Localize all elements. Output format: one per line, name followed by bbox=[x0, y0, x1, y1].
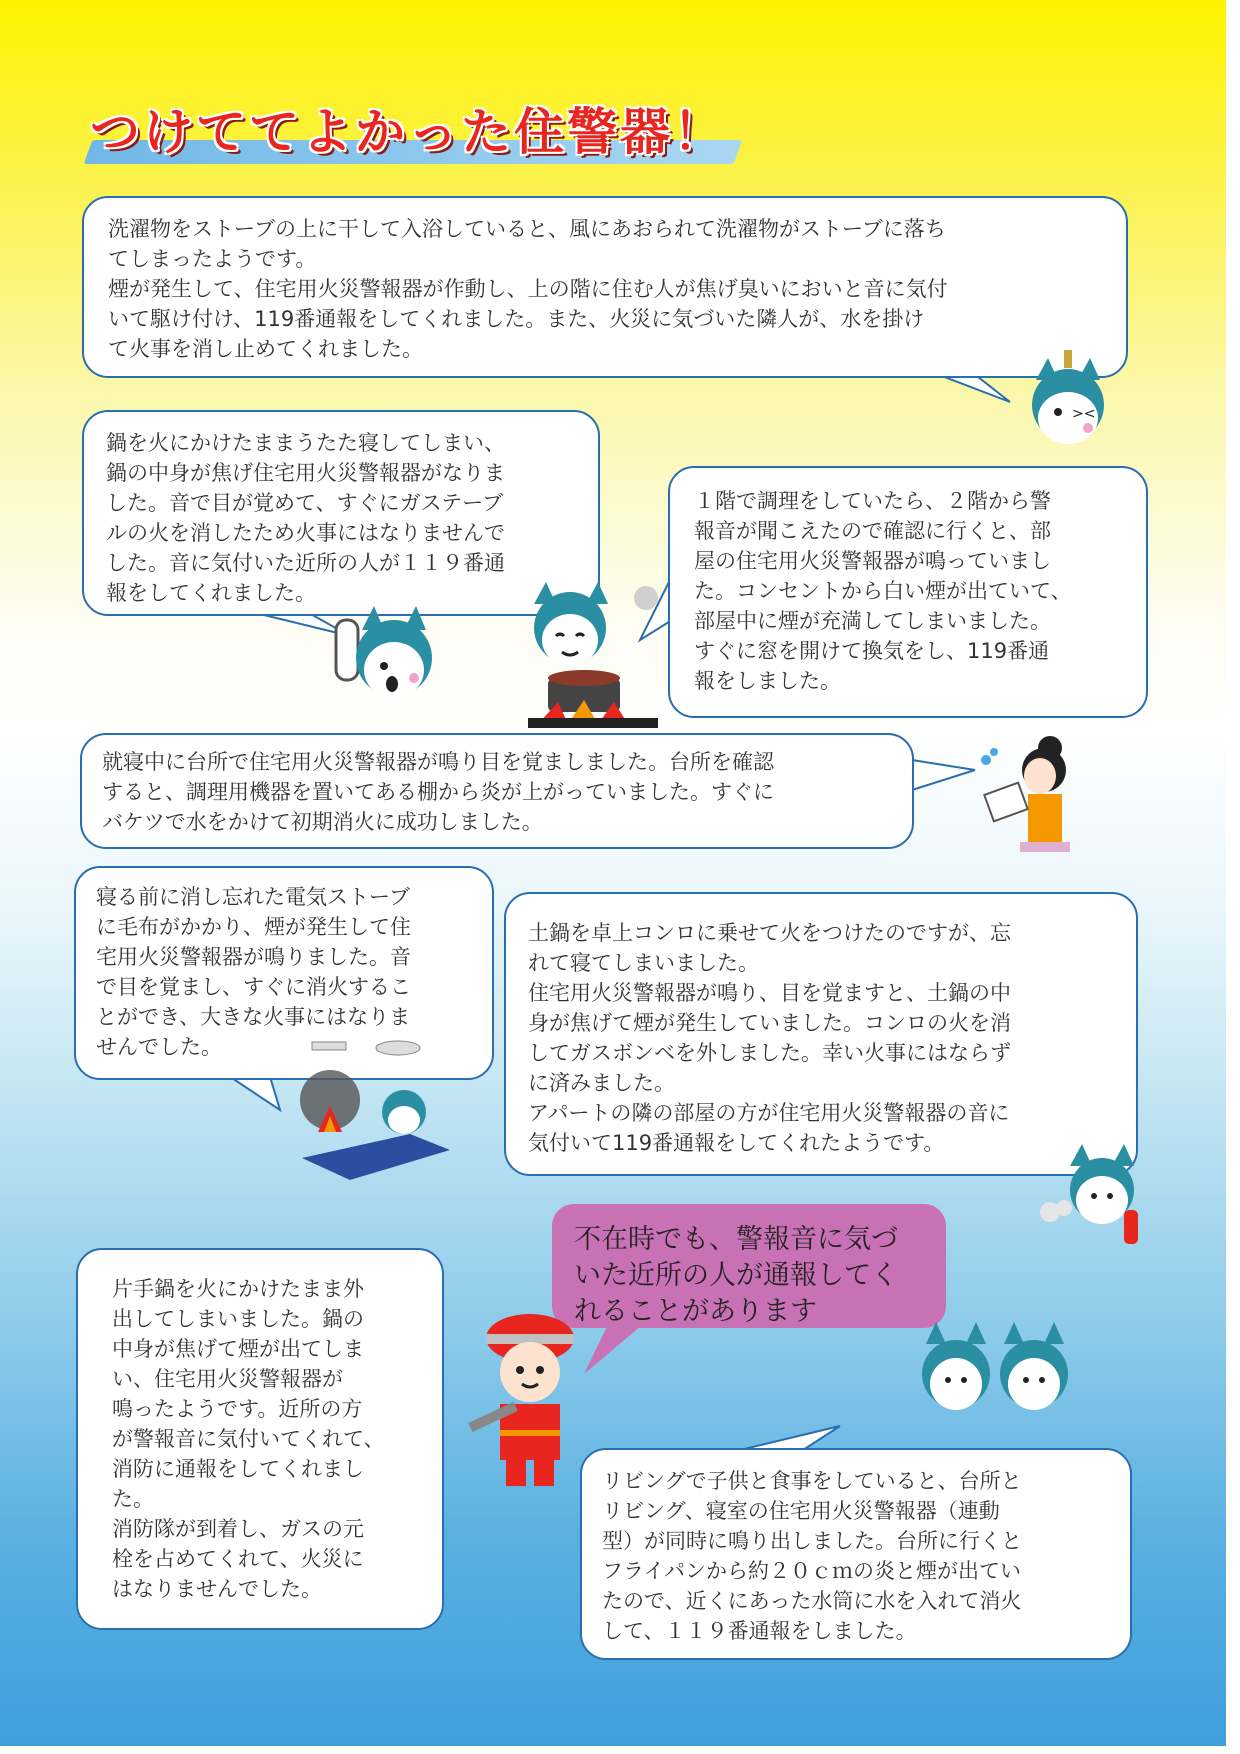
story-6-line: 身が焦げて煙が発生していました。コンロの火を消 bbox=[528, 1011, 1011, 1035]
story-7-line: はなりませんでした。 bbox=[112, 1577, 322, 1601]
woman-holding-paper-illustration bbox=[980, 730, 1090, 870]
story-6-line: してガスボンベを外しました。幸い火事にはならず bbox=[528, 1041, 1011, 1065]
story-3-line: 屋の住宅用火災警報器が鳴っていまし bbox=[694, 549, 1051, 573]
story-5-line: で目を覚まし、すぐに消火するこ bbox=[96, 975, 411, 999]
story-5-line: 寝る前に消し忘れた電気ストーブ bbox=[96, 885, 410, 909]
story-7-line: 消防隊が到着し、ガスの元 bbox=[112, 1517, 364, 1541]
story-3-line: すぐに窓を開けて換気をし、119番通 bbox=[694, 639, 1050, 663]
mascot-surprised-illustration bbox=[1028, 350, 1108, 450]
story-bubble-3 bbox=[668, 466, 1148, 718]
story-4-line: すると、調理用機器を置いてある棚から炎が上がっていました。すぐに bbox=[102, 780, 774, 804]
callout-line: れることがあります bbox=[574, 1296, 817, 1327]
story-8-line: たので、近くにあった水筒に水を入れて消火 bbox=[602, 1589, 1022, 1613]
story-7-line: が警報音に気付いてくれて、 bbox=[112, 1427, 385, 1451]
story-7-line: 出してしまいました。鍋の bbox=[112, 1307, 364, 1331]
story-6-line: アパートの隣の部屋の方が住宅用火災警報器の音に bbox=[528, 1101, 1010, 1125]
mascot-extinguisher-illustration bbox=[1040, 1140, 1150, 1250]
story-1-line: いて駆け付け、119番通報をしてくれました。また、火災に気づいた隣人が、水を掛け bbox=[108, 307, 925, 331]
story-6-line: 住宅用火災警報器が鳴り、目を覚ますと、土鍋の中 bbox=[528, 981, 1011, 1005]
notice-callout bbox=[552, 1204, 946, 1328]
story-2-line: した。音に気付いた近所の人が１１９番通 bbox=[106, 551, 505, 575]
story-2-line: 報をしてくれました。 bbox=[106, 581, 316, 605]
story-3-line: た。コンセントから白い煙が出ていて、 bbox=[694, 579, 1072, 603]
story-7-line: い、住宅用火災警報器が bbox=[112, 1367, 343, 1391]
story-4-line: 就寝中に台所で住宅用火災警報器が鳴り目を覚ましました。台所を確認 bbox=[102, 750, 774, 774]
story-6-line: れて寝てしまいました。 bbox=[528, 951, 759, 975]
callout-line: 不在時でも、警報音に気づ bbox=[574, 1224, 898, 1255]
title-block bbox=[80, 92, 740, 172]
story-7-line: 栓を占めてくれて、火災に bbox=[112, 1547, 364, 1571]
story-8-line: リビング、寝室の住宅用火災警報器（連動 bbox=[602, 1499, 1000, 1523]
story-1-line: てしまったようです。 bbox=[108, 247, 317, 271]
story-8-line: 型）が同時に鳴り出しました。台所に行くと bbox=[602, 1529, 1022, 1553]
page-title: つけててよかった住警器！ bbox=[90, 103, 726, 161]
story-bubble-1 bbox=[82, 196, 1128, 378]
story-8-line: して、１１９番通報をしました。 bbox=[602, 1619, 917, 1643]
callout-line: いた近所の人が通報してく bbox=[574, 1260, 898, 1291]
story-6-line: 土鍋を卓上コンロに乗せて火をつけたのですが、忘 bbox=[528, 921, 1011, 945]
svg-text:><: >< bbox=[1072, 406, 1096, 422]
story-1-line: 洗濯物をストーブの上に干して入浴していると、風にあおられて洗濯物がストーブに落ち bbox=[108, 217, 946, 241]
story-6-line: 気付いて119番通報をしてくれたようです。 bbox=[528, 1131, 945, 1155]
story-5-line: に毛布がかかり、煙が発生して住 bbox=[96, 915, 411, 939]
bubble-tail-8 bbox=[0, 0, 1, 1]
story-6-line: に済みました。 bbox=[528, 1071, 675, 1095]
mascots-worried-illustration bbox=[916, 1310, 1076, 1430]
story-bubble-8 bbox=[580, 1448, 1132, 1660]
mascot-phone-illustration bbox=[332, 600, 442, 710]
mascot-sleeping-fire-illustration bbox=[290, 1040, 460, 1180]
story-5-line: 宅用火災警報器が鳴りました。音 bbox=[96, 945, 411, 969]
story-7-line: 鳴ったようです。近所の方 bbox=[112, 1397, 363, 1421]
story-3-line: １階で調理をしていたら、２階から警 bbox=[694, 489, 1051, 513]
mascot-cooking-illustration bbox=[528, 578, 668, 728]
story-8-line: リビングで子供と食事をしていると、台所と bbox=[602, 1469, 1022, 1493]
story-4-line: バケツで水をかけて初期消火に成功しました。 bbox=[102, 810, 543, 834]
story-1-line: て火事を消し止めてくれました。 bbox=[108, 337, 423, 361]
story-2-line: 鍋の中身が焦げ住宅用火災警報器がなりま bbox=[106, 461, 505, 485]
firefighter-illustration bbox=[468, 1312, 588, 1492]
story-7-line: 片手鍋を火にかけたまま外 bbox=[112, 1277, 364, 1301]
story-5-line: とができ、大きな火事にはなりま bbox=[96, 1005, 411, 1029]
story-8-line: フライパンから約２０ｃｍの炎と煙が出てい bbox=[602, 1559, 1021, 1583]
story-bubble-7 bbox=[76, 1248, 444, 1630]
story-2-line: ルの火を消したため火事にはなりませんで bbox=[106, 521, 505, 545]
story-bubble-2 bbox=[82, 410, 600, 616]
story-5-line: せんでした。 bbox=[96, 1035, 222, 1059]
story-7-line: 中身が焦げて煙が出てしま bbox=[112, 1337, 364, 1361]
story-3-line: 部屋中に煙が充満してしまいました。 bbox=[694, 609, 1051, 633]
story-2-line: した。音で目が覚めて、すぐにガステーブ bbox=[106, 491, 504, 515]
story-2-line: 鍋を火にかけたままうたた寝してしまい、 bbox=[106, 431, 505, 455]
story-bubble-4 bbox=[80, 733, 914, 849]
story-3-line: 報音が聞こえたので確認に行くと、部 bbox=[694, 519, 1051, 543]
story-1-line: 煙が発生して、住宅用火災警報器が作動し、上の階に住む人が焦げ臭いにおいと音に気付 bbox=[108, 277, 948, 301]
story-3-line: 報をしました。 bbox=[694, 669, 841, 693]
story-7-line: 消防に通報をしてくれまし bbox=[112, 1457, 364, 1481]
story-7-line: た。 bbox=[112, 1487, 154, 1511]
story-bubble-6 bbox=[504, 892, 1138, 1176]
